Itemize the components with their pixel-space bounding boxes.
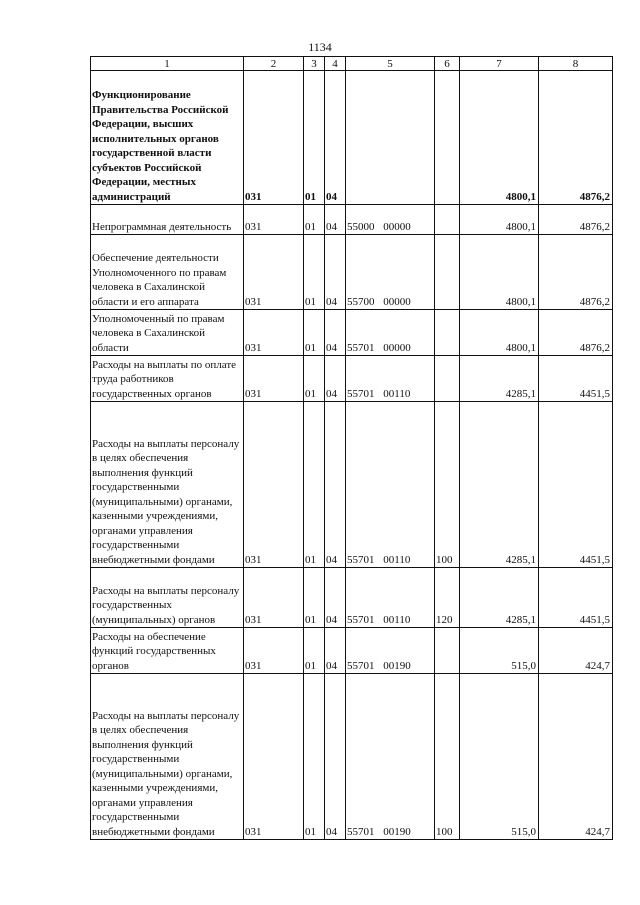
- row-name: Расходы на выплаты персоналу в целях обеспечения выполнения функций государственными (муниципальными) органами, казенными учреждениями, органами управления государственными внебюджетными фондами: [91, 674, 244, 840]
- row-name: Расходы на обеспечение функций государственных органов: [91, 628, 244, 674]
- table-row: [91, 402, 613, 568]
- cell-chapter: 01: [304, 628, 325, 674]
- cell-target-article: [346, 71, 435, 205]
- cell-amount-1: 4285,1: [460, 402, 539, 568]
- cell-chapter: 01: [304, 356, 325, 402]
- cell-amount-2: 4876,2: [539, 235, 613, 310]
- header-col-8: 8: [539, 57, 613, 71]
- header-col-4: 4: [325, 57, 346, 71]
- table-row: [91, 235, 613, 310]
- cell-section-code: 031: [244, 205, 304, 235]
- cell-amount-1: 515,0: [460, 628, 539, 674]
- cell-amount-1: 4800,1: [460, 71, 539, 205]
- cell-expense-type: [435, 205, 460, 235]
- cell-amount-1: 4800,1: [460, 205, 539, 235]
- row-name: Уполномоченный по правам человека в Сахалинской области: [91, 310, 244, 356]
- row-name: Обеспечение деятельности Уполномоченного по правам человека в Сахалинской области и его аппарата: [91, 235, 244, 310]
- cell-section-code: 031: [244, 402, 304, 568]
- cell-section-code: 031: [244, 310, 304, 356]
- cell-subsection: 04: [325, 235, 346, 310]
- cell-expense-type: [435, 235, 460, 310]
- table-row: [91, 310, 613, 356]
- cell-target-article: 55701 00000: [346, 310, 435, 356]
- header-col-3: 3: [304, 57, 325, 71]
- cell-amount-2: 4451,5: [539, 568, 613, 628]
- cell-section-code: 031: [244, 71, 304, 205]
- cell-amount-1: 4800,1: [460, 310, 539, 356]
- header-col-2: 2: [244, 57, 304, 71]
- cell-chapter: 01: [304, 568, 325, 628]
- cell-subsection: 04: [325, 674, 346, 840]
- row-name: Расходы на выплаты персоналу в целях обеспечения выполнения функций государственными (муниципальными) органами, казенными учреждениями, органами управления государственными внебюджетными фондами: [91, 402, 244, 568]
- table-row: [91, 568, 613, 628]
- cell-target-article: 55700 00000: [346, 235, 435, 310]
- cell-section-code: 031: [244, 356, 304, 402]
- header-col-5: 5: [346, 57, 435, 71]
- cell-section-code: 031: [244, 235, 304, 310]
- header-col-7: 7: [460, 57, 539, 71]
- header-col-6: 6: [435, 57, 460, 71]
- cell-subsection: 04: [325, 310, 346, 356]
- table-row: [91, 628, 613, 674]
- cell-amount-2: 4451,5: [539, 402, 613, 568]
- cell-section-code: 031: [244, 674, 304, 840]
- cell-section-code: 031: [244, 568, 304, 628]
- cell-amount-2: 4451,5: [539, 356, 613, 402]
- cell-expense-type: 120: [435, 568, 460, 628]
- cell-subsection: 04: [325, 402, 346, 568]
- cell-target-article: 55701 00110: [346, 568, 435, 628]
- cell-amount-1: 4800,1: [460, 235, 539, 310]
- row-name: Непрограммная деятельность: [91, 205, 244, 235]
- cell-chapter: 01: [304, 310, 325, 356]
- cell-expense-type: [435, 356, 460, 402]
- cell-subsection: 04: [325, 568, 346, 628]
- cell-chapter: 01: [304, 402, 325, 568]
- row-name: Функционирование Правительства Российской Федерации, высших исполнительных органов государственной власти субъектов Российской Федерации, местных администраций: [91, 71, 244, 205]
- cell-subsection: 04: [325, 205, 346, 235]
- cell-chapter: 01: [304, 71, 325, 205]
- cell-subsection: 04: [325, 356, 346, 402]
- cell-expense-type: [435, 628, 460, 674]
- cell-expense-type: 100: [435, 402, 460, 568]
- cell-section-code: 031: [244, 628, 304, 674]
- cell-amount-2: 4876,2: [539, 310, 613, 356]
- header-col-1: 1: [91, 57, 244, 71]
- table-row: [91, 205, 613, 235]
- cell-target-article: 55000 00000: [346, 205, 435, 235]
- row-name: Расходы на выплаты по оплате труда работников государственных органов: [91, 356, 244, 402]
- row-name: Расходы на выплаты персоналу государственных (муниципальных) органов: [91, 568, 244, 628]
- cell-amount-1: 515,0: [460, 674, 539, 840]
- cell-amount-2: 4876,2: [539, 205, 613, 235]
- cell-amount-2: 424,7: [539, 674, 613, 840]
- cell-chapter: 01: [304, 235, 325, 310]
- header-row: [91, 57, 613, 71]
- cell-amount-2: 424,7: [539, 628, 613, 674]
- table-row: [91, 356, 613, 402]
- page-number: 1134: [308, 40, 332, 54]
- cell-expense-type: [435, 310, 460, 356]
- table-row: [91, 674, 613, 840]
- cell-target-article: 55701 00110: [346, 402, 435, 568]
- cell-amount-1: 4285,1: [460, 568, 539, 628]
- cell-expense-type: [435, 71, 460, 205]
- cell-subsection: 04: [325, 71, 346, 205]
- cell-subsection: 04: [325, 628, 346, 674]
- budget-table: [90, 56, 613, 840]
- cell-amount-1: 4285,1: [460, 356, 539, 402]
- cell-chapter: 01: [304, 205, 325, 235]
- cell-chapter: 01: [304, 674, 325, 840]
- cell-target-article: 55701 00190: [346, 674, 435, 840]
- cell-amount-2: 4876,2: [539, 71, 613, 205]
- table-row: [91, 71, 613, 205]
- cell-target-article: 55701 00190: [346, 628, 435, 674]
- cell-expense-type: 100: [435, 674, 460, 840]
- cell-target-article: 55701 00110: [346, 356, 435, 402]
